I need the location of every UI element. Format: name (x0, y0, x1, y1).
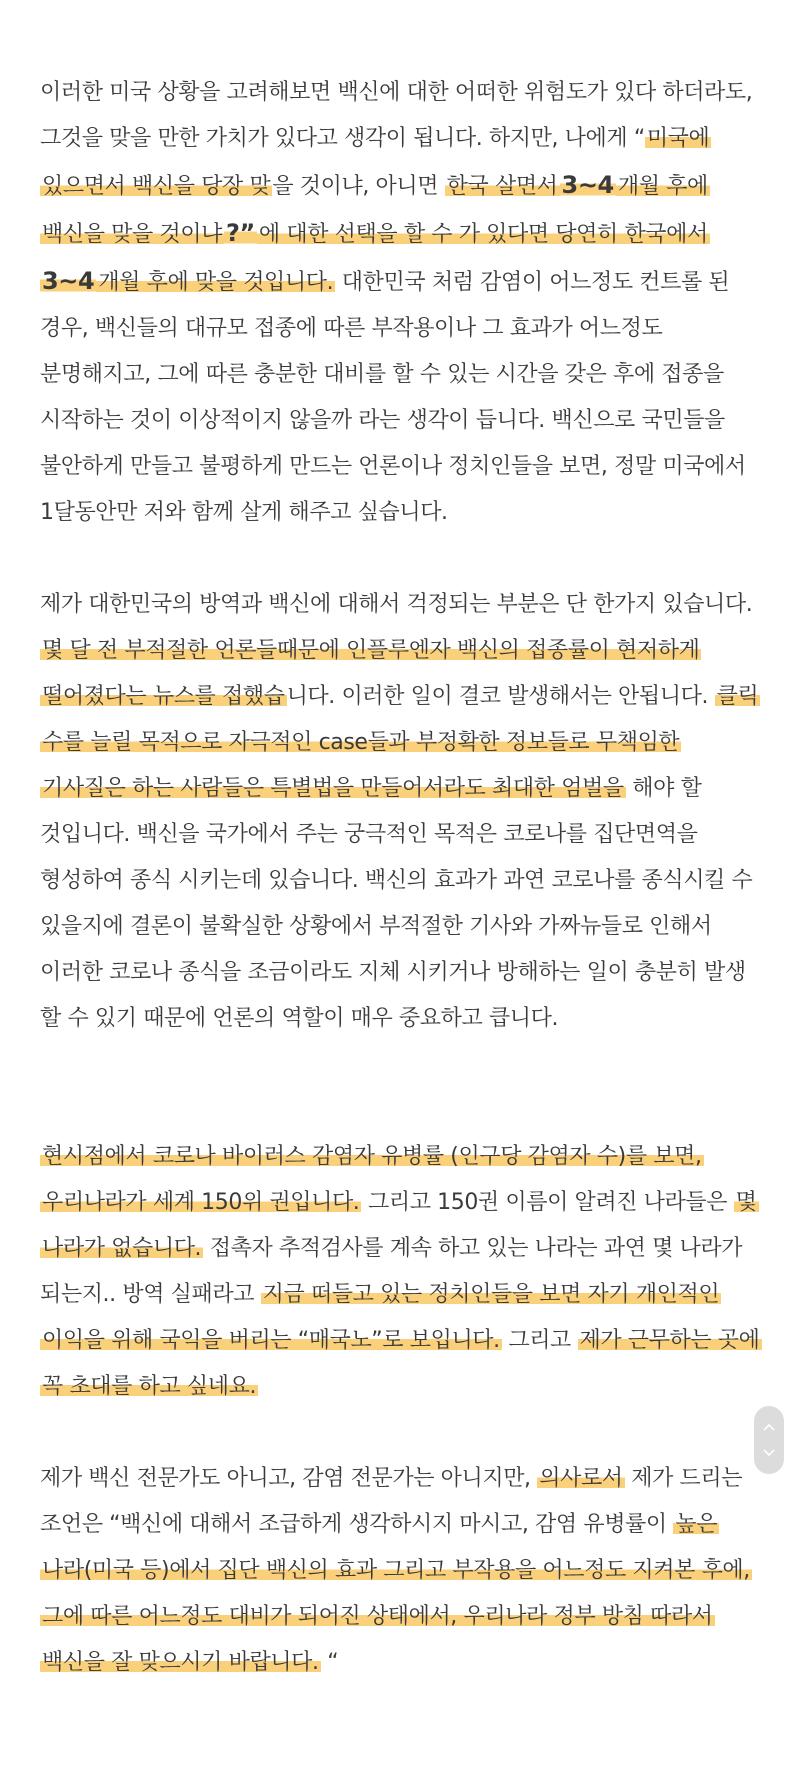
text-segment: 을 것이냐 (272, 174, 363, 199)
highlighted-text: 몇 달 전 부적절한 언론들때문에 인플루엔자 백신의 접종률이 현저하게 떨어졌다는 뉴스를 접했습 (42, 638, 700, 709)
scroll-navigation[interactable] (754, 1406, 784, 1474)
highlighted-text: ?” (226, 219, 255, 247)
highlighted-text: 클릭 수를 늘릴 목적으로 자극적인 case들과 부정확한 정보들로 무책임한 기사질은 하는 사람들은 특별법을 만들어서라도 최대한 엄벌을 (42, 684, 759, 801)
highlighted-text: 개월 후에 백신을 맞을 것이냐 (42, 174, 708, 247)
highlighted-text: 제가 근무하는 곳에 꼭 초대를 하고 싶네요. (42, 1328, 760, 1399)
text-segment: “ (320, 1650, 339, 1675)
text-segment: , 아니면 (362, 174, 445, 199)
highlighted-text: 에 대한 선택을 할 수 가 있다면 당연히 한국에서 (258, 222, 708, 247)
article-body (40, 70, 760, 1686)
highlighted-text: 의사로서 (539, 1466, 623, 1491)
highlighted-text: 미국에 있으면서 백신을 당장 맞 (42, 126, 710, 199)
text-segment: 대한민국 처럼 감염이 어느정도 컨트롤 된 경우, 백신들의 대규모 접종에 따른 부작용이나 그 효과가 어느정도 분명해지고, 그에 따른 충분한 대비를 할 수 있는 시간을 갖은 후에 접종을 시작하는 것이 이상적이지 않을까 라는 생각이 듭니다. 백신으로 국민들을 불안하게 만들고 불평하게 만드는 언론이나 정치인들을 보면, 정말 미국에서 1달동안만 저와 함께 살게 해주고 싶습니다. (40, 270, 746, 525)
highlighted-text: 3~4 (561, 171, 614, 199)
paragraph (40, 1456, 760, 1686)
text-segment: 니다. 이러한 일이 결코 발생해서는 안됩니다. (286, 684, 715, 709)
highlighted-text: 3~4 (42, 267, 95, 295)
text-segment: 제가 대한민국의 방역과 백신에 대해서 걱정되는 부분은 단 한가지 있습니다. (40, 592, 753, 617)
highlighted-text: 개월 후에 맞을 것입니다. (98, 270, 334, 295)
highlighted-text: 높은 나라(미국 등)에서 집단 백신의 효과 그리고 부작용을 어느정도 지켜본 후에, 그에 따른 어느정도 대비가 되어진 상태에서, 우리나라 정부 방침 따라서 백신을 잘 맞으시기 바랍니다. (42, 1512, 750, 1675)
paragraph (40, 70, 760, 536)
text-segment: 그리고 (501, 1328, 578, 1353)
text-segment: 이러한 미국 상황을 고려해보면 백신에 대한 어떠한 위험도가 있다 하더라도, 그것을 맞을 만한 가치가 있다고 생각이 됩니다. 하지만, 나에게 “ (40, 80, 753, 151)
paragraph (40, 1134, 760, 1410)
paragraph (40, 582, 760, 1042)
scroll-up-button[interactable] (759, 1417, 779, 1437)
highlighted-text: 지금 떠들고 있는 정치인들을 보면 자기 개인적인 이익을 위해 국익을 버리는 “매국노”로 보입니다. (42, 1282, 720, 1353)
scroll-down-button[interactable] (759, 1443, 779, 1463)
text-segment: 그리고 150권 이름이 알려진 나라들은 (361, 1190, 734, 1215)
text-segment: 접촉자 추적검사를 계속 하고 있는 나라는 과연 몇 나라가 되는지.. 방역 실패라고 (40, 1236, 743, 1307)
chevron-up-icon (763, 1423, 775, 1431)
chevron-down-icon (763, 1449, 775, 1457)
highlighted-text: 현시점에서 코로나 바이러스 감염자 유병률 (인구당 감염자 수)를 보면, 우리나라가 세계 150위 권입니다. (42, 1144, 702, 1215)
text-segment: 해야 할 것입니다. 백신을 국가에서 주는 궁극적인 목적은 코로나를 집단면역을 형성하여 종식 시키는데 있습니다. 백신의 효과가 과연 코로나를 종식시킬 수 있을지에 결론이 불확실한 상황에서 부적절한 기사와 가짜뉴들로 인해서 이러한 코로나 종식을 조금이라도 지체 시키거나 방해하는 일이 충분히 발생 할 수 있기 때문에 언론의 역할이 매우 중요하고 큽니다. (40, 776, 753, 1031)
highlighted-text: 한국 살면서 (446, 174, 558, 199)
highlighted-text: 몇 나라가 없습니다. (42, 1190, 757, 1261)
text-segment: 제가 드리는 조언은 “백신에 대해서 조급하게 생각하시지 마시고, 감염 유병률이 (40, 1466, 743, 1537)
text-segment: 제가 백신 전문가도 아니고, 감염 전문가는 아니지만, (40, 1466, 538, 1491)
